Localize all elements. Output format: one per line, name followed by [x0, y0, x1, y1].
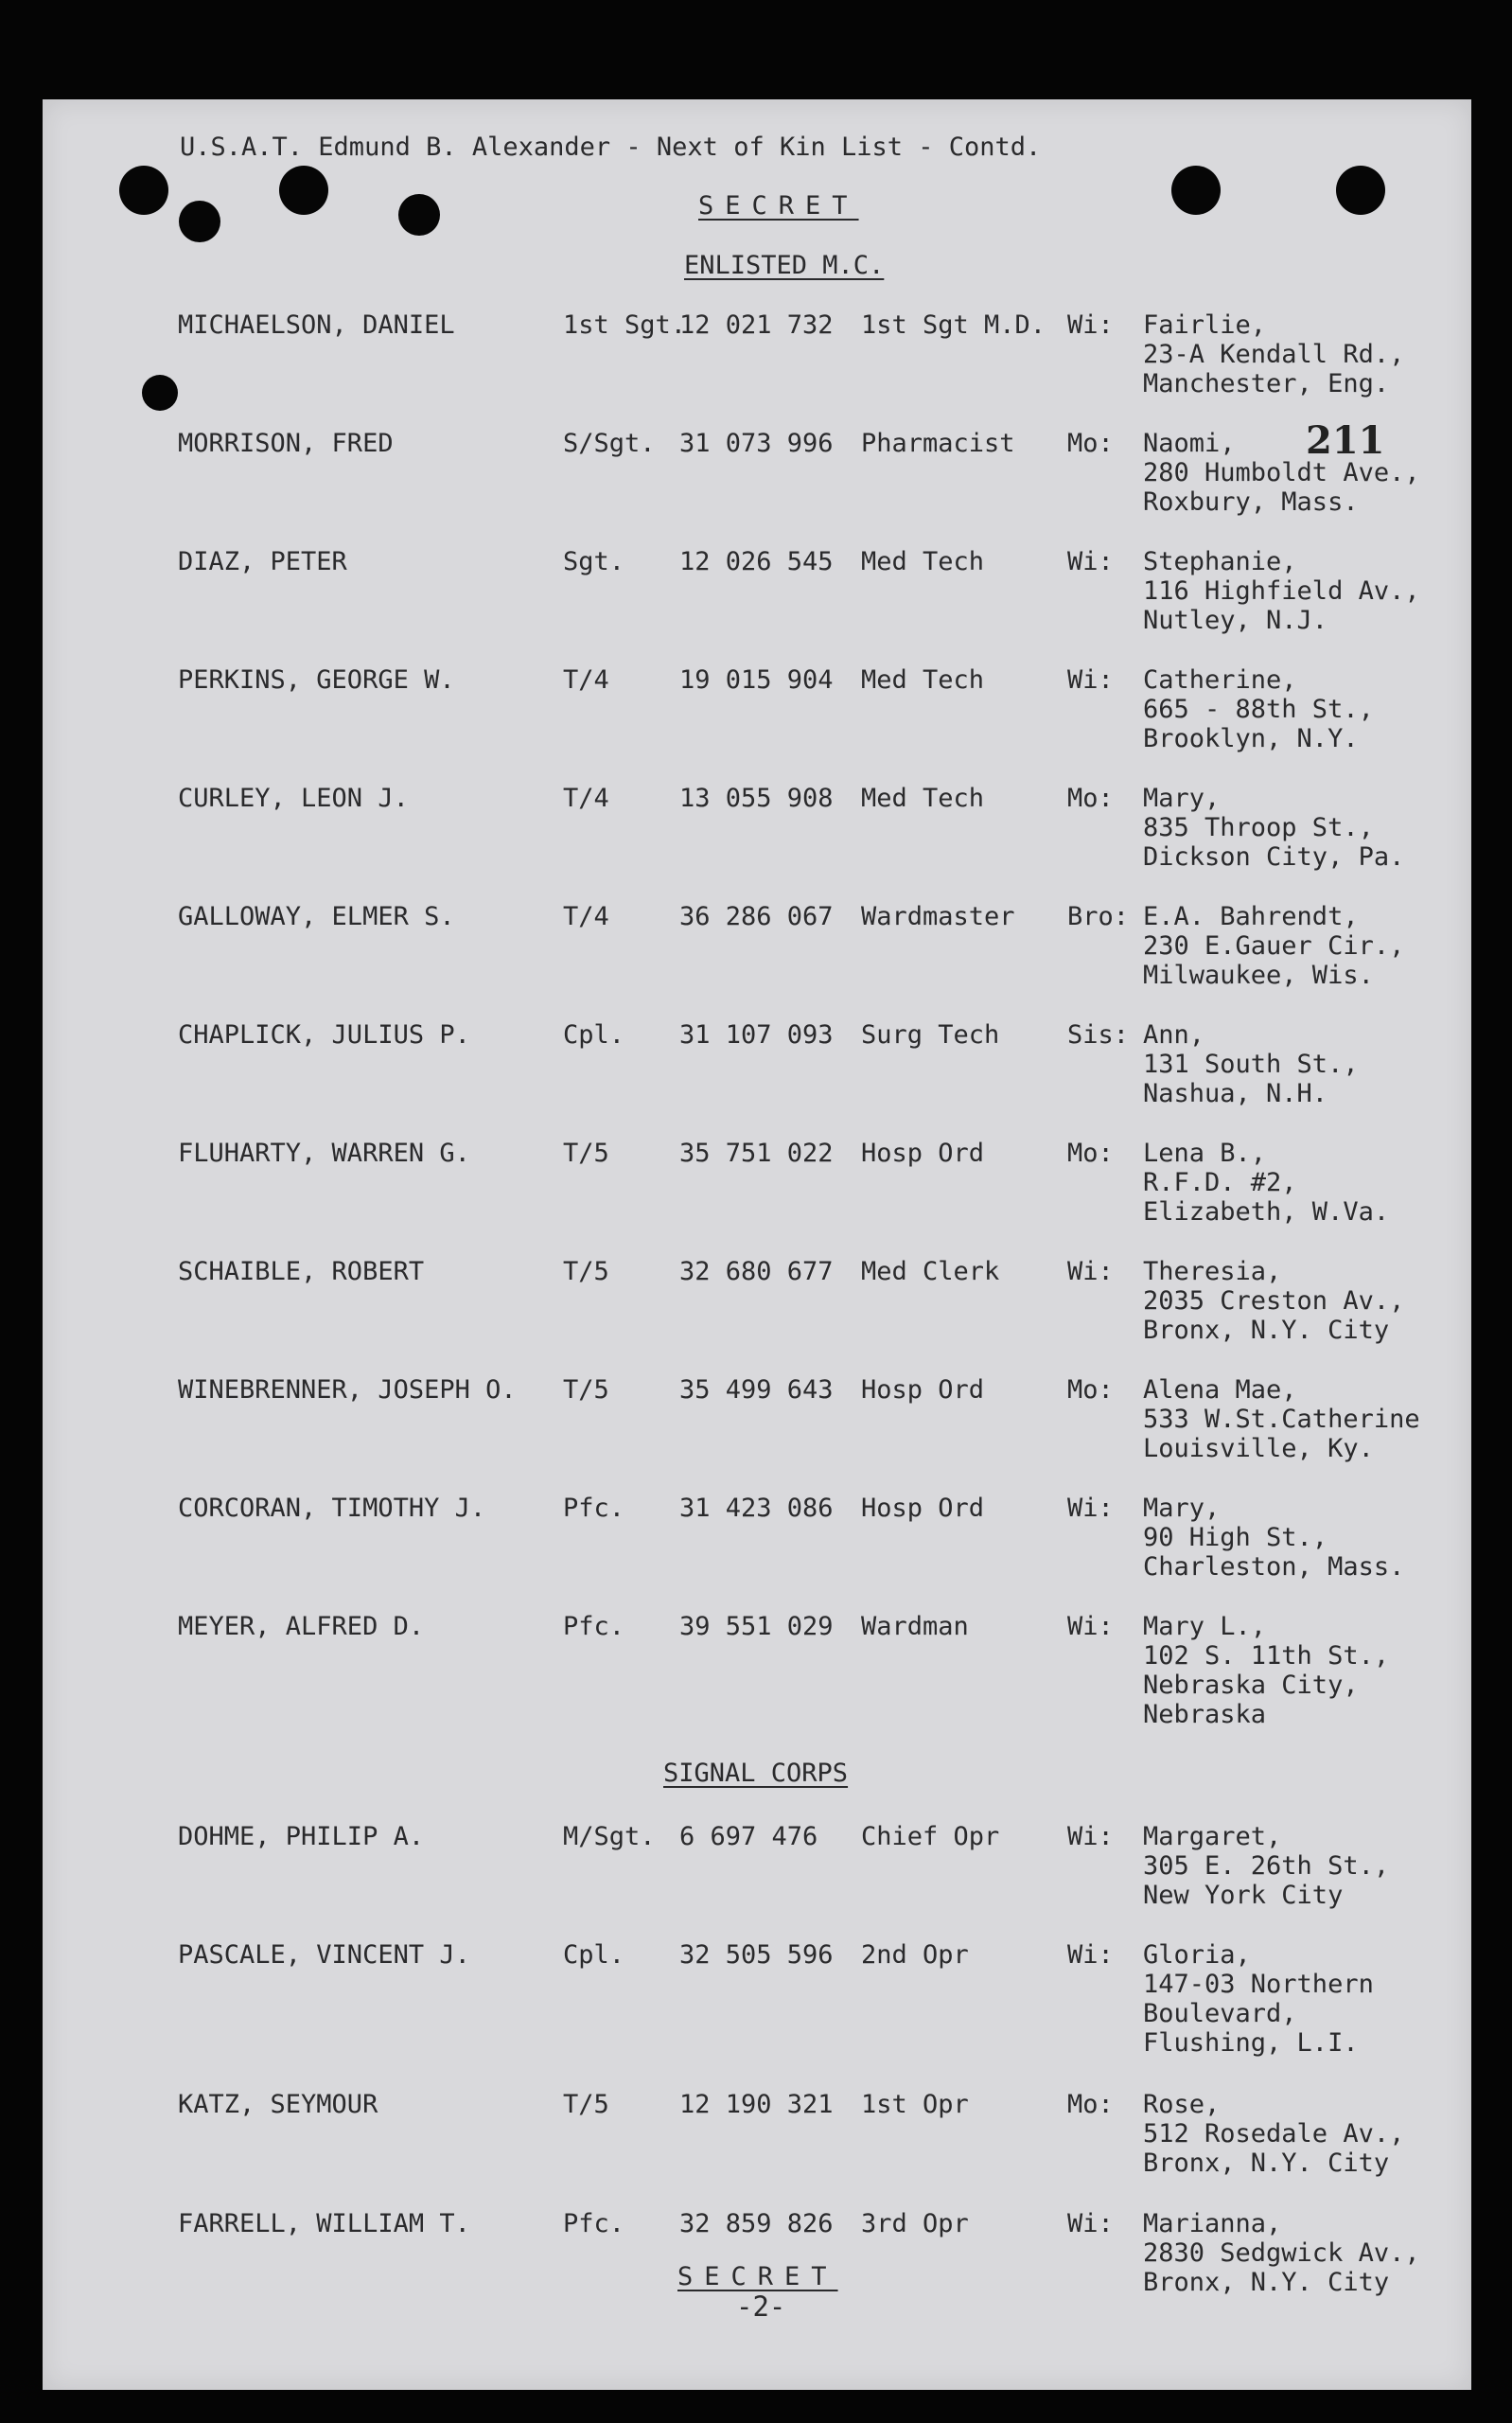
serial-number: 35 499 643 [679, 1375, 834, 1405]
duty-title: Hosp Ord [861, 1375, 985, 1405]
relationship: Wi: [1067, 1257, 1114, 1286]
address-line: Ann, [1143, 1020, 1205, 1050]
address-line: Flushing, L.I. [1143, 2028, 1359, 2058]
section-heading-signal: SIGNAL CORPS [663, 1759, 849, 1788]
relationship: Sis: [1067, 1020, 1130, 1050]
address-line: Stephanie, [1143, 547, 1297, 576]
relationship: Wi: [1067, 665, 1114, 695]
punch-hole [279, 166, 328, 215]
address-line: Nutley, N.J. [1143, 606, 1328, 635]
rank: Pfc. [563, 1612, 625, 1641]
serial-number: 36 286 067 [679, 902, 834, 931]
punch-hole [1336, 166, 1385, 215]
address-line: 102 S. 11th St., [1143, 1641, 1390, 1671]
serial-number: 31 107 093 [679, 1020, 834, 1050]
punch-hole [1171, 166, 1221, 215]
duty-title: Surg Tech [861, 1020, 1000, 1050]
page-number: -2- [736, 2290, 786, 2323]
address-line: Gloria, [1143, 1940, 1251, 1970]
rank: M/Sgt. [563, 1822, 656, 1851]
duty-title: Hosp Ord [861, 1139, 985, 1168]
person-name: PASCALE, VINCENT J. [178, 1940, 470, 1970]
address-line: 512 Rosedale Av., [1143, 2119, 1405, 2149]
person-name: DIAZ, PETER [178, 547, 347, 576]
address-line: 305 E. 26th St., [1143, 1851, 1390, 1881]
address-line: E.A. Bahrendt, [1143, 902, 1359, 931]
duty-title: 2nd Opr [861, 1940, 969, 1970]
rank: Cpl. [563, 1020, 625, 1050]
serial-number: 12 026 545 [679, 547, 834, 576]
rank: T/5 [563, 2090, 609, 2119]
address-line: 23-A Kendall Rd., [1143, 340, 1405, 369]
document-title: U.S.A.T. Edmund B. Alexander - Next of Kin List - Contd. [180, 133, 1042, 162]
duty-title: Med Clerk [861, 1257, 1000, 1286]
person-name: DOHME, PHILIP A. [178, 1822, 425, 1851]
address-line: New York City [1143, 1881, 1344, 1910]
address-line: Bronx, N.Y. City [1143, 1316, 1390, 1345]
address-line: 2035 Creston Av., [1143, 1286, 1405, 1316]
serial-number: 31 423 086 [679, 1494, 834, 1523]
serial-number: 39 551 029 [679, 1612, 834, 1641]
serial-number: 31 073 996 [679, 429, 834, 458]
rank: T/4 [563, 665, 609, 695]
person-name: MICHAELSON, DANIEL [178, 310, 455, 340]
relationship: Wi: [1067, 1494, 1114, 1523]
person-name: MEYER, ALFRED D. [178, 1612, 425, 1641]
duty-title: Med Tech [861, 784, 985, 813]
duty-title: Med Tech [861, 665, 985, 695]
address-line: Louisville, Ky. [1143, 1434, 1374, 1463]
serial-number: 6 697 476 [679, 1822, 818, 1851]
duty-title: Wardmaster [861, 902, 1015, 931]
serial-number: 13 055 908 [679, 784, 834, 813]
classification-bottom: SECRET [677, 2262, 838, 2291]
address-line: Nashua, N.H. [1143, 1079, 1328, 1108]
address-line: Elizabeth, W.Va. [1143, 1197, 1390, 1227]
address-line: 280 Humboldt Ave., [1143, 458, 1420, 487]
address-line: Lena B., [1143, 1139, 1267, 1168]
relationship: Bro: [1067, 902, 1130, 931]
rank: Cpl. [563, 1940, 625, 1970]
person-name: FARRELL, WILLIAM T. [178, 2209, 470, 2238]
address-line: Dickson City, Pa. [1143, 842, 1405, 872]
duty-title: Pharmacist [861, 429, 1015, 458]
duty-title: Hosp Ord [861, 1494, 985, 1523]
relationship: Wi: [1067, 2209, 1114, 2238]
duty-title: Wardman [861, 1612, 969, 1641]
person-name: WINEBRENNER, JOSEPH O. [178, 1375, 517, 1405]
address-line: 2830 Sedgwick Av., [1143, 2238, 1420, 2268]
relationship: Mo: [1067, 429, 1114, 458]
relationship: Wi: [1067, 1612, 1114, 1641]
relationship: Wi: [1067, 1940, 1114, 1970]
punch-hole [119, 166, 168, 215]
address-line: 230 E.Gauer Cir., [1143, 931, 1405, 961]
classification-top: SECRET [698, 191, 859, 221]
serial-number: 12 190 321 [679, 2090, 834, 2119]
rank: 1st Sgt. [563, 310, 687, 340]
person-name: PERKINS, GEORGE W. [178, 665, 455, 695]
rank: T/4 [563, 902, 609, 931]
duty-title: 1st Opr [861, 2090, 969, 2119]
address-line: Rose, [1143, 2090, 1221, 2119]
serial-number: 32 505 596 [679, 1940, 834, 1970]
address-line: R.F.D. #2, [1143, 1168, 1297, 1197]
address-line: Marianna, [1143, 2209, 1282, 2238]
address-line: Nebraska City, [1143, 1671, 1359, 1700]
rank: T/5 [563, 1257, 609, 1286]
address-line: Bronx, N.Y. City [1143, 2149, 1390, 2178]
rank: Pfc. [563, 2209, 625, 2238]
person-name: KATZ, SEYMOUR [178, 2090, 378, 2119]
serial-number: 32 680 677 [679, 1257, 834, 1286]
address-line: Nebraska [1143, 1700, 1267, 1729]
relationship: Mo: [1067, 1139, 1114, 1168]
rank: Sgt. [563, 547, 625, 576]
address-line: 665 - 88th St., [1143, 695, 1374, 724]
address-line: Fairlie, [1143, 310, 1267, 340]
punch-hole [398, 194, 440, 236]
punch-hole [179, 201, 220, 242]
address-line: Manchester, Eng. [1143, 369, 1390, 398]
duty-title: Med Tech [861, 547, 985, 576]
address-line: 147-03 Northern [1143, 1970, 1374, 1999]
address-line: Mary, [1143, 784, 1221, 813]
address-line: Milwaukee, Wis. [1143, 961, 1374, 990]
punch-hole [142, 375, 178, 411]
relationship: Wi: [1067, 547, 1114, 576]
serial-number: 35 751 022 [679, 1139, 834, 1168]
address-line: Catherine, [1143, 665, 1297, 695]
serial-number: 32 859 826 [679, 2209, 834, 2238]
address-line: Alena Mae, [1143, 1375, 1297, 1405]
address-line: Bronx, N.Y. City [1143, 2268, 1390, 2297]
duty-title: Chief Opr [861, 1822, 1000, 1851]
serial-number: 12 021 732 [679, 310, 834, 340]
rank: T/4 [563, 784, 609, 813]
serial-number: 19 015 904 [679, 665, 834, 695]
person-name: FLUHARTY, WARREN G. [178, 1139, 470, 1168]
address-line: Brooklyn, N.Y. [1143, 724, 1359, 753]
rank: T/5 [563, 1139, 609, 1168]
stamp-number: 211 [1306, 418, 1385, 463]
person-name: CHAPLICK, JULIUS P. [178, 1020, 470, 1050]
rank: S/Sgt. [563, 429, 656, 458]
address-line: 533 W.St.Catherine [1143, 1405, 1420, 1434]
relationship: Mo: [1067, 2090, 1114, 2119]
duty-title: 3rd Opr [861, 2209, 969, 2238]
address-line: 131 South St., [1143, 1050, 1359, 1079]
section-heading-medical: ENLISTED M.C. [684, 251, 885, 280]
address-line: 90 High St., [1143, 1523, 1328, 1552]
address-line: Mary L., [1143, 1612, 1267, 1641]
person-name: CURLEY, LEON J. [178, 784, 409, 813]
relationship: Mo: [1067, 784, 1114, 813]
relationship: Wi: [1067, 1822, 1114, 1851]
person-name: MORRISON, FRED [178, 429, 394, 458]
rank: Pfc. [563, 1494, 625, 1523]
address-line: Mary, [1143, 1494, 1221, 1523]
person-name: GALLOWAY, ELMER S. [178, 902, 455, 931]
address-line: Theresia, [1143, 1257, 1282, 1286]
rank: T/5 [563, 1375, 609, 1405]
address-line: 835 Throop St., [1143, 813, 1374, 842]
address-line: 116 Highfield Av., [1143, 576, 1420, 606]
person-name: CORCORAN, TIMOTHY J. [178, 1494, 486, 1523]
person-name: SCHAIBLE, ROBERT [178, 1257, 425, 1286]
address-line: Naomi, [1143, 429, 1236, 458]
address-line: Charleston, Mass. [1143, 1552, 1405, 1582]
relationship: Mo: [1067, 1375, 1114, 1405]
duty-title: 1st Sgt M.D. [861, 310, 1046, 340]
address-line: Roxbury, Mass. [1143, 487, 1359, 517]
address-line: Margaret, [1143, 1822, 1282, 1851]
relationship: Wi: [1067, 310, 1114, 340]
address-line: Boulevard, [1143, 1999, 1297, 2028]
